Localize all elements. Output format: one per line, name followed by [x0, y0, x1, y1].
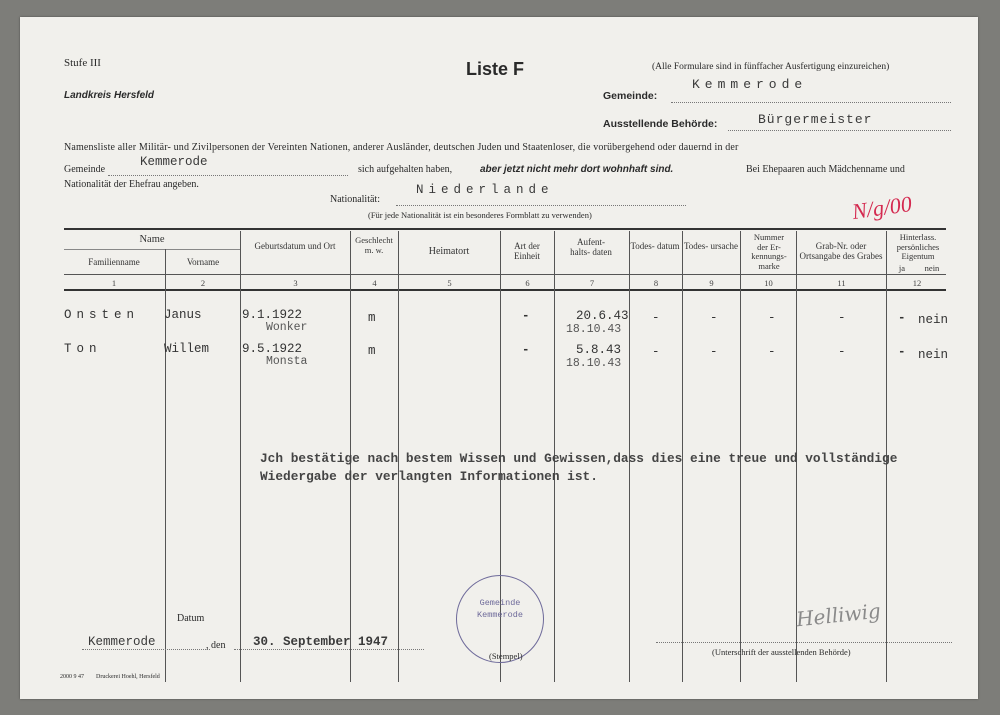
gemeinde-label: Gemeinde: — [603, 90, 658, 102]
stufe-label: Stufe III — [64, 57, 101, 69]
copies-note: (Alle Formulare sind in fünffacher Ausfertigung einzureichen) — [652, 62, 890, 72]
row-2-eigentum-ja: - — [898, 345, 906, 359]
signature: Helliwig — [794, 598, 882, 632]
column-number: 5 — [447, 278, 452, 288]
gemeinde-value: Kemmerode — [692, 77, 808, 92]
row-2-eigentum-nein: nein — [918, 348, 949, 362]
intro-gemeinde-underline — [108, 175, 348, 176]
header-geburt: Geburtsdatum und Ort — [254, 241, 336, 251]
intro-line-3: Nationalität der Ehefrau angeben. — [64, 179, 199, 190]
header-grab: Grab-Nr. oder Ortsangabe des Grabes — [799, 241, 883, 261]
nationalitaet-value: Niederlande — [416, 183, 554, 197]
header-name: Name — [139, 234, 165, 245]
column-number: 1 — [111, 278, 117, 288]
header-familienname: Familienname — [88, 257, 140, 267]
row-1-erkennungsmarke: - — [768, 311, 776, 325]
row-2-erkennungsmarke: - — [768, 345, 776, 359]
row-2-aufenthalt-bis: 18.10.43 — [566, 357, 622, 370]
signature-underline — [656, 642, 952, 643]
behoerde-label: Ausstellende Behörde: — [603, 118, 718, 130]
intro-gemeinde-prefix: Gemeinde — [64, 164, 106, 175]
row-2-grab: - — [838, 345, 846, 359]
column-number: 11 — [837, 278, 846, 288]
column-number: 6 — [525, 278, 530, 288]
red-annotation: N/g/00 — [850, 190, 914, 225]
header-aufenthalt: Aufent- halts- daten — [570, 237, 612, 257]
printer-name: Druckerei Hoehl, Hersfeld — [96, 674, 160, 680]
row-1-geschlecht: m — [368, 311, 376, 325]
row-1-vorname: Janus — [164, 308, 202, 322]
row-1-todesdatum: - — [652, 311, 660, 325]
header-nein: nein — [924, 263, 940, 273]
datum-underline — [234, 649, 424, 650]
column-number: 7 — [589, 278, 595, 288]
header-ja: ja — [898, 263, 906, 273]
table-header-rule — [64, 274, 946, 275]
table-number-rule — [64, 289, 946, 291]
confirmation-line-2: Wiedergabe der verlangten Informationen ist. — [260, 469, 598, 484]
row-2-einheit: - — [522, 343, 530, 357]
name-subheader-rule — [64, 249, 240, 250]
ort-underline — [82, 649, 210, 650]
header-hinterlass: Hinterlass. persönliches Eigentum — [896, 232, 940, 261]
row-1-eigentum-ja: - — [898, 311, 906, 325]
datum-ort: Kemmerode — [88, 635, 156, 649]
header-todesdatum: Todes- datum — [630, 241, 680, 251]
row-2-todesursache: - — [710, 345, 718, 359]
row-2-vorname: Willem — [164, 342, 210, 356]
header-todesursache: Todes- ursache — [683, 241, 739, 251]
row-2-geschlecht: m — [368, 344, 376, 358]
row-1-familienname: Onsten — [64, 308, 140, 322]
page-title: Liste F — [466, 59, 525, 79]
row-1-geburtsdatum: 9.1.1922 — [242, 308, 303, 322]
stempel-label: (Stempel) — [489, 651, 523, 661]
nationalitaet-label: Nationalität: — [330, 194, 380, 205]
behoerde-value: Bürgermeister — [758, 112, 873, 127]
header-vorname: Vorname — [186, 257, 220, 267]
row-1-aufenthalt-bis: 18.10.43 — [566, 323, 622, 336]
row-1-todesursache: - — [710, 311, 718, 325]
column-number: 9 — [709, 278, 714, 288]
form-sheet — [20, 17, 978, 699]
stamp-text-2: Kemmerode — [477, 610, 523, 620]
intro-line-2b: aber jetzt nicht mehr dort wohnhaft sind. — [480, 164, 674, 175]
column-number: 10 — [764, 278, 773, 288]
datum-value: 30. September 1947 — [253, 635, 389, 649]
column-number: 2 — [200, 278, 206, 288]
row-1-eigentum-nein: nein — [918, 313, 949, 327]
row-2-geburtsort: Monsta — [266, 355, 308, 368]
gemeinde-underline — [671, 102, 951, 103]
column-number: 3 — [293, 278, 298, 288]
intro-line-2a: sich aufgehalten haben, — [358, 164, 453, 175]
stamp-text-1: Gemeinde — [479, 598, 521, 608]
header-heimatort: Heimatort — [428, 246, 470, 257]
row-2-geburtsdatum: 9.5.1922 — [242, 342, 303, 356]
official-stamp — [456, 575, 544, 663]
row-2-familienname: Ton — [64, 342, 102, 356]
row-1-geburtsort: Wonker — [266, 321, 308, 334]
row-1-einheit: - — [522, 309, 530, 323]
header-erkennungsmarke: Nummer der Er- kennungs- marke — [751, 232, 787, 271]
column-number: 12 — [912, 278, 922, 288]
col-divider-2 — [240, 231, 241, 682]
row-1-aufenthalt-von: 20.6.43 — [576, 309, 629, 323]
intro-gemeinde-value: Kemmerode — [140, 155, 208, 169]
nationalitaet-underline — [396, 205, 686, 206]
row-1-grab: - — [838, 311, 846, 325]
confirmation-line-1: Jch bestätige nach bestem Wissen und Gewissen,dass dies eine treue und vollständige — [260, 451, 898, 466]
header-geschlecht: Geschlecht m. w. — [355, 235, 393, 255]
nationalitaet-note: (Für jede Nationalität ist ein besonderes Formblatt zu verwenden) — [368, 210, 592, 220]
row-2-aufenthalt-von: 5.8.43 — [576, 343, 622, 357]
intro-line-1: Namensliste aller Militär- und Zivilpersonen der Vereinten Nationen, anderer Ausländer, deutschen Juden und Staatenloser, die vorübergehend oder dauernd in der — [64, 142, 739, 153]
row-2-todesdatum: - — [652, 345, 660, 359]
table-top-rule — [64, 228, 946, 230]
column-number: 8 — [653, 278, 659, 288]
intro-line-2c: Bei Ehepaaren auch Mädchenname und — [746, 164, 905, 175]
header-einheit: Art der Einheit — [514, 241, 540, 261]
behoerde-underline — [728, 130, 951, 131]
datum-label: Datum — [177, 613, 205, 624]
landkreis-label: Landkreis Hersfeld — [64, 90, 155, 101]
printer-code: 2000 9 47 — [60, 674, 84, 680]
unterschrift-label: (Unterschrift der ausstellenden Behörde) — [712, 647, 851, 657]
column-number: 4 — [372, 278, 377, 288]
den-label: , den — [206, 640, 226, 651]
